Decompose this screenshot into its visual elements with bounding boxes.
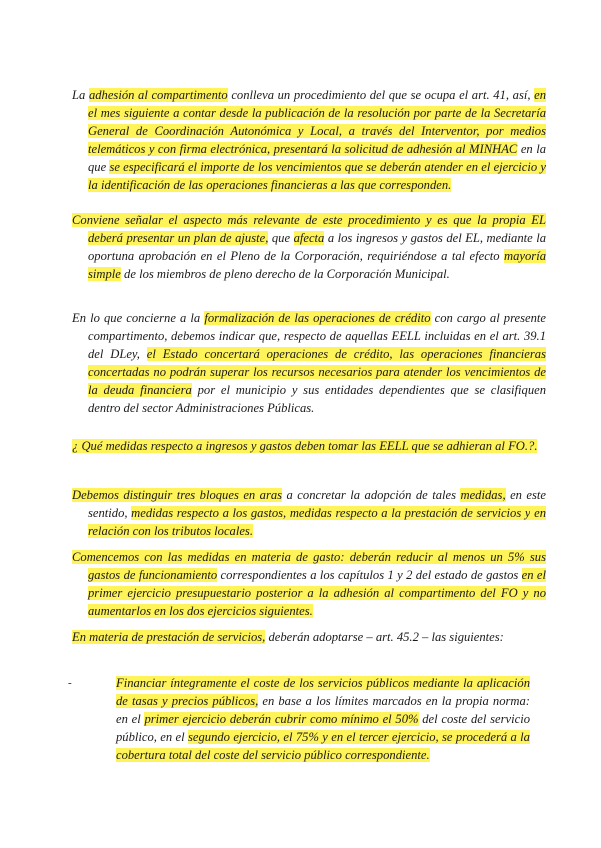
- paragraph-spending-measures: [72, 548, 546, 620]
- text-run: deberán adoptarse – art. 45.2 – las siguientes:: [265, 630, 504, 644]
- highlighted-text: formalización de las operaciones de crédito: [204, 311, 431, 325]
- highlighted-text: primer ejercicio deberán cubrir como mínimo el 50%: [144, 712, 419, 726]
- text-run: En lo que concierne a la: [72, 311, 205, 325]
- text-run: conlleva un procedimiento del que se ocupa el art. 41, así,: [227, 88, 535, 102]
- text-run: por el municipio y sus entidades dependientes que se clasifiquen dentro del sector Administraciones Públicas.: [88, 383, 546, 415]
- highlighted-text: Debemos distinguir tres bloques en aras: [72, 488, 283, 502]
- text-run: correspondientes a los capítulos 1 y 2 del estado de gastos: [217, 568, 522, 582]
- paragraph-question-measures: [72, 437, 546, 455]
- highlighted-text: en el mes siguiente a contar desde la publicación de la resolución por parte de la Secretaría General de Coordinación Autonómica y Local, a través del Interventor, por medios telemáticos y con firma electrónica, presentará la solicitud de adhesión al MINHAC: [88, 88, 547, 156]
- highlighted-text: segundo ejercicio, el 75% y en el tercer ejercicio, se procederá a la cobertura total del coste del servicio público: [116, 730, 530, 762]
- text-run: que: [268, 231, 294, 245]
- text-run: a los ingresos y gastos del EL, mediante la oportuna aprobación en el Pleno de la Corporación, requiriéndose a tal efecto: [88, 231, 547, 263]
- highlighted-text: Conviene señalar el aspecto más relevante de este procedimiento y es que la propia EL deberá presentar un plan de ajuste,: [72, 213, 546, 245]
- text-run: La: [72, 88, 89, 102]
- highlighted-text: medidas respecto a los gastos, medidas respecto a la prestación de servicios y: [131, 506, 531, 520]
- highlighted-text: el Estado concertará operaciones de crédito, las operaciones financieras concertadas no podrán superar los recursos necesarios para atender los vencimientos de la deuda financiera: [88, 347, 546, 397]
- highlighted-text: En materia de prestación de servicios,: [72, 630, 266, 644]
- highlighted-text: se especificará el importe de los vencimientos que se deberán atender en el ejercicio y la identificación de las operaciones financieras a las que corresponden.: [88, 160, 546, 192]
- highlighted-text: correspondiente.: [341, 748, 430, 762]
- bullet-text: [92, 674, 530, 764]
- paragraph-credit-operations: [72, 309, 546, 417]
- text-run: de los miembros de pleno derecho de la Corporación Municipal.: [120, 267, 450, 281]
- text-run: en este sentido,: [88, 488, 547, 520]
- highlighted-text: mayoría simple: [88, 249, 546, 281]
- text-run: a concretar la adopción de tales: [282, 488, 461, 502]
- text-run: con cargo al presente compartimento, debemos indicar que, respecto de aquellas EELL incluidas en el art. 39.1 del DLey,: [88, 311, 546, 361]
- highlighted-text: medidas,: [460, 488, 506, 502]
- paragraph-adjustment-plan: [72, 211, 546, 283]
- highlighted-text: adhesión al compartimento: [88, 88, 228, 102]
- highlighted-text: Financiar íntegramente el coste de los servicios públicos mediante la aplicación de tasas y precios públicos,: [116, 676, 530, 708]
- text-run: del coste del servicio público, en el: [116, 712, 530, 744]
- text-run: en base a los límites marcados en la propia norma: en el: [116, 694, 530, 726]
- text-run: en la que: [88, 142, 546, 174]
- list-item-finance-services: [68, 674, 530, 764]
- highlighted-text: ¿ Qué medidas respecto a ingresos y gastos deben tomar las EELL que se adhieran al FO.?.: [72, 439, 538, 453]
- paragraph-three-blocks: [72, 486, 546, 540]
- highlighted-text: en relación con los tributos locales.: [88, 506, 546, 538]
- paragraph-service-measures: [72, 628, 546, 646]
- highlighted-text: Comencemos con las medidas en materia de gasto: deberán reducir al menos un 5% sus gastos de funcionamiento: [72, 550, 546, 582]
- paragraph-adhesion-procedure: [72, 86, 546, 194]
- highlighted-text: afecta: [293, 231, 325, 245]
- bullet-dash-icon: -: [68, 677, 72, 689]
- highlighted-text: en el primer ejercicio presupuestario posterior a la adhesión al compartimento del FO y no aumentarlos en los dos ejercicios siguientes.: [88, 568, 546, 618]
